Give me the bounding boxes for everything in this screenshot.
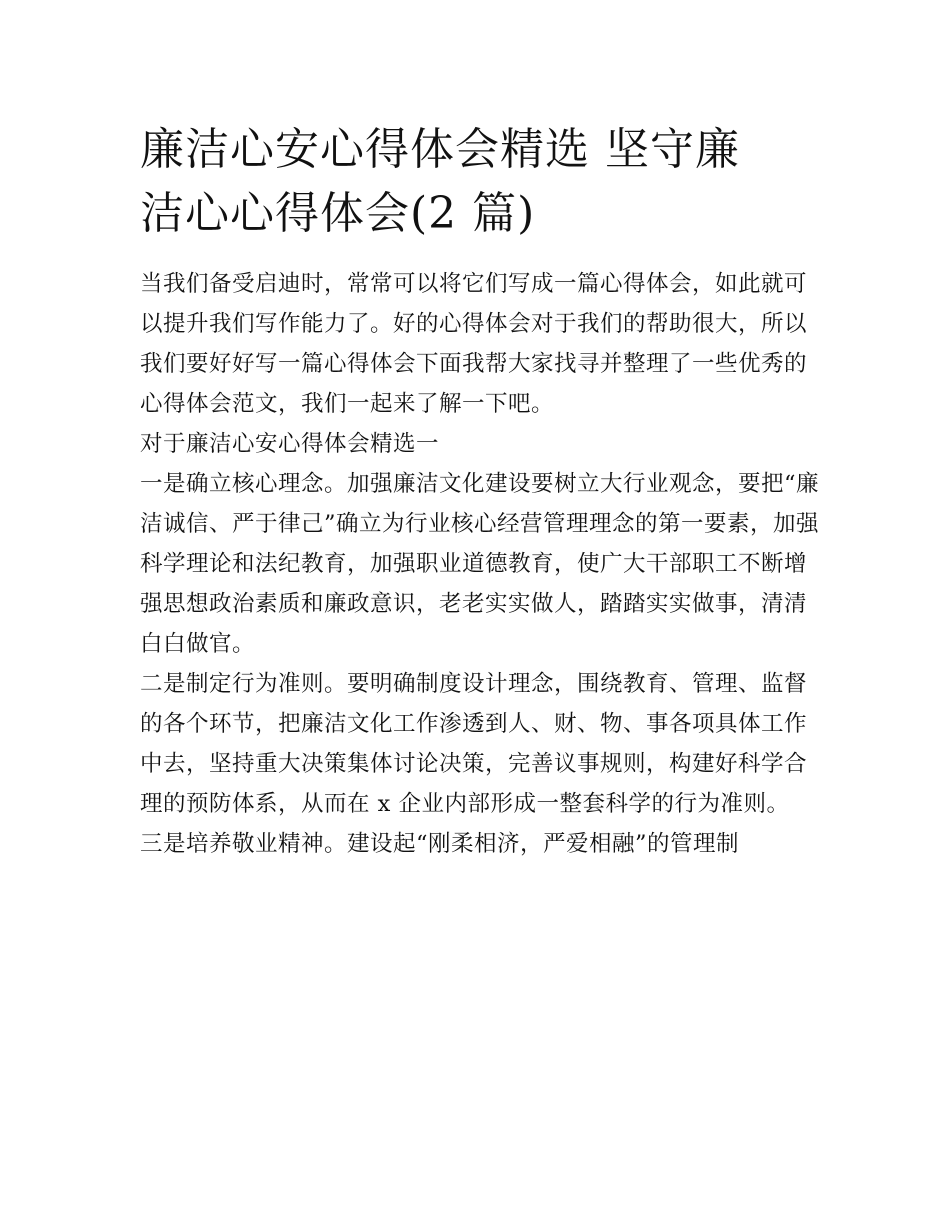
title-line-2: 洁心心得体会(2 篇): [140, 188, 536, 239]
document-title: [140, 118, 820, 246]
intro-paragraph: 当我们备受启迪时，常常可以将它们写成一篇心得体会，如此就可以提升我们写作能力了。好的心得体会对于我们的帮助很大，所以我们要好好写一篇心得体会下面我帮大家找寻并整理了一些优秀的心得体会范文，我们一起来了解一下吧。: [140, 271, 808, 417]
paragraph-point-2: 二是制定行为准则。要明确制度设计理念，围绕教育、管理、监督的各个环节，把廉洁文化工作渗透到人、财、物、事各项具体工作中去，坚持重大决策集体讨论决策，完善议事规则，构建好科学合理的预防体系，从而在 x 企业内部形成一整套科学的行为准则。: [140, 671, 808, 817]
title-line-1: 廉洁心安心得体会精选 坚守廉: [140, 124, 740, 175]
section-heading: 对于廉洁心安心得体会精选一: [140, 431, 440, 457]
document-body: [140, 118, 820, 864]
paragraph-point-1: 一是确立核心理念。加强廉洁文化建设要树立大行业观念，要把“廉洁诚信、严于律己”确立为行业核心经营管理理念的第一要素，加强科学理论和法纪教育，加强职业道德教育，使广大干部职工不断增强思想政治素质和廉政意识，老老实实做人，踏踏实实做事，清清白白做官。: [140, 471, 820, 657]
paragraph-point-3: 三是培养敬业精神。建设起“刚柔相济，严爱相融”的管理制: [140, 831, 740, 857]
